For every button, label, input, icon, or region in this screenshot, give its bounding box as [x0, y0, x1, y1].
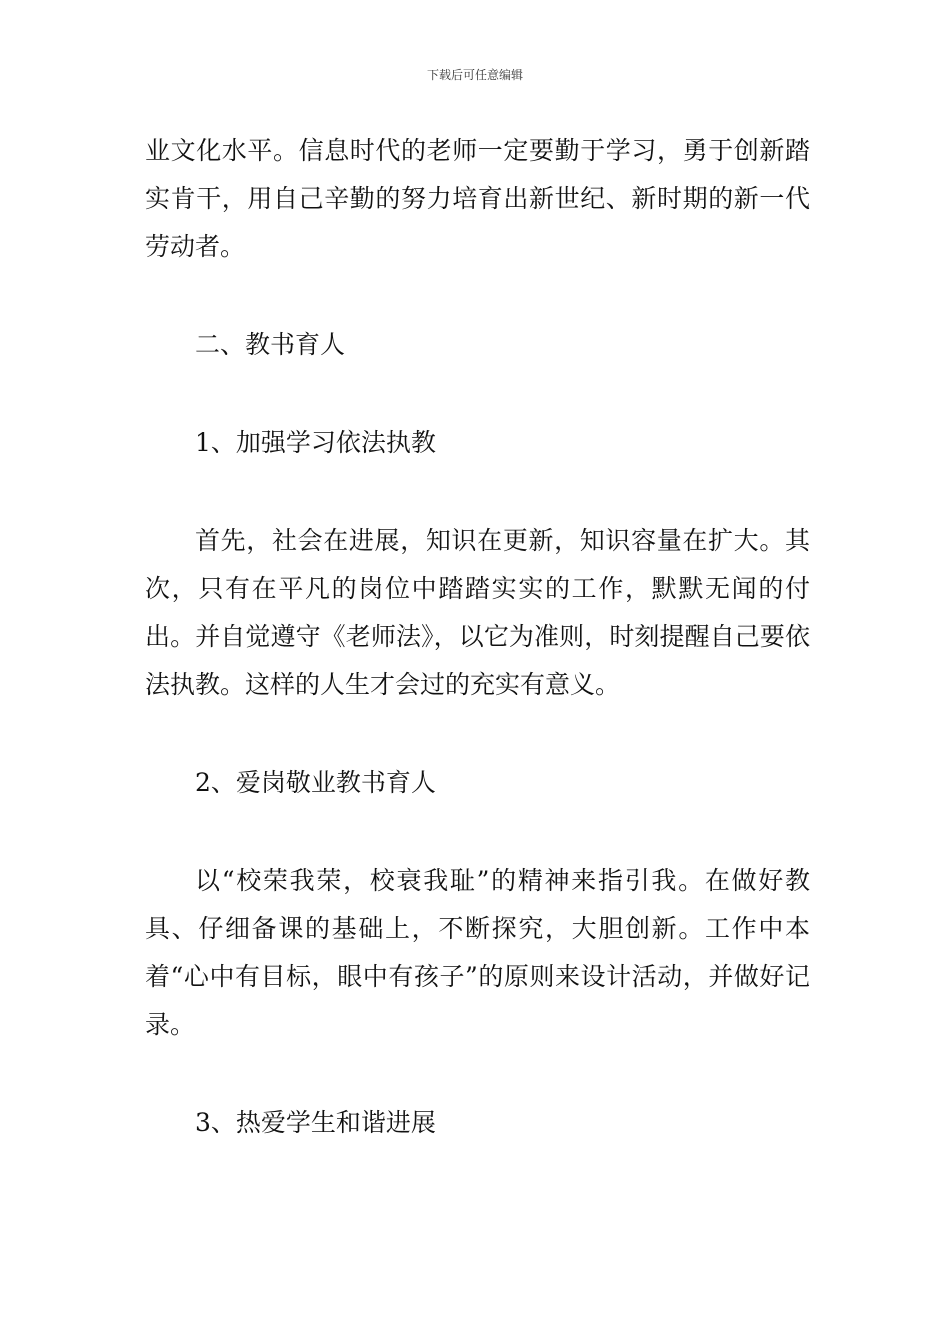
- subheading-2: 2、爱岗敬业教书育人: [195, 768, 436, 797]
- page-header-note: 下载后可任意编辑: [426, 68, 523, 82]
- paragraph-continuation: 业文化水平。信息时代的老师一定要勤于学习，勇于创新踏实肯干，用自己辛勤的努力培育出新世纪、新时期的新一代劳动者。: [145, 136, 810, 261]
- document-body: [145, 127, 810, 1147]
- paragraph-study: 首先，社会在进展，知识在更新，知识容量在扩大。其次，只有在平凡的岗位中踏踏实实的工作，默默无闻的付出。并自觉遵守《老师法》，以它为准则，时刻提醒自己要依法执教。这样的人生才会过的充实有意义。: [145, 526, 810, 699]
- subheading-3: 3、热爱学生和谐进展: [195, 1108, 436, 1137]
- subheading-1: 1、加强学习依法执教: [195, 428, 436, 457]
- paragraph-dedication: 以“校荣我荣，校衰我耻”的精神来指引我。在做好教具、仔细备课的基础上，不断探究，大胆创新。工作中本着“心中有目标，眼中有孩子”的原则来设计活动，并做好记录。: [145, 866, 810, 1039]
- section-heading-teaching: 二、教书育人: [195, 330, 346, 359]
